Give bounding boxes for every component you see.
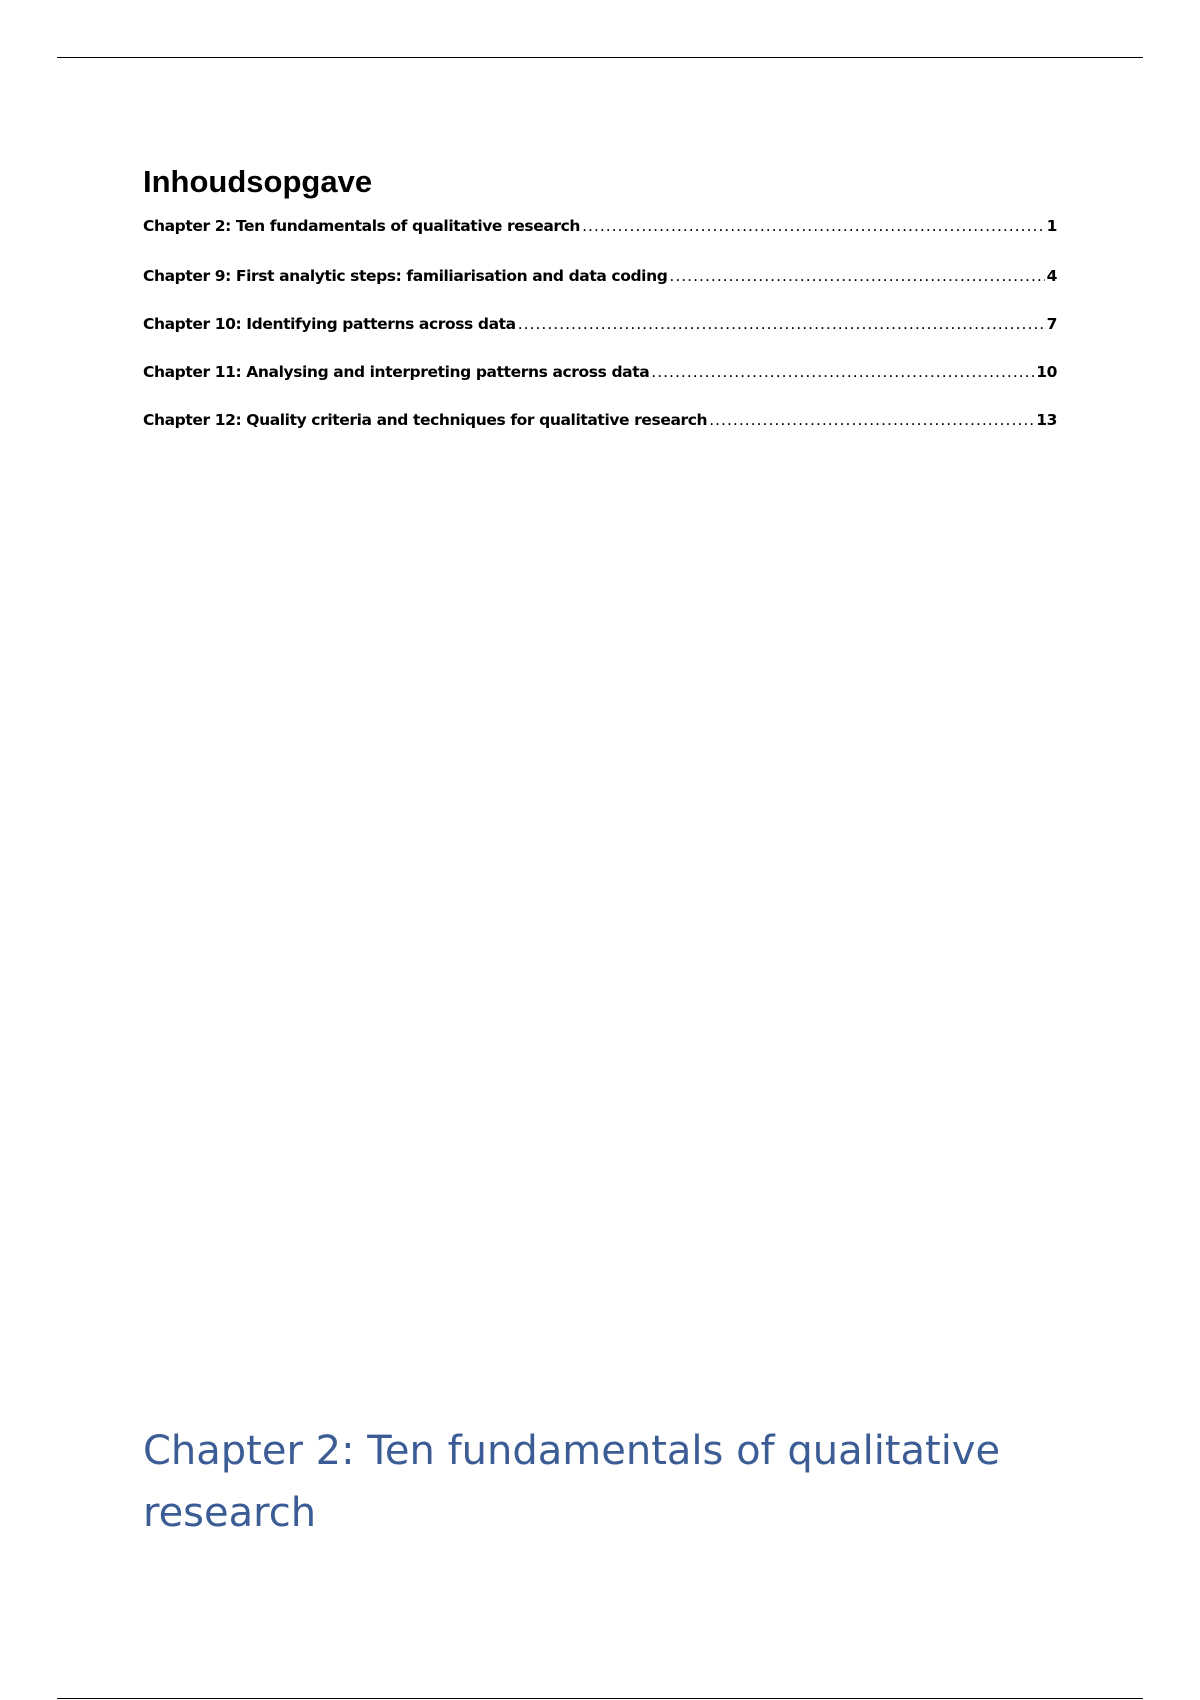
table-of-contents: [143, 163, 1057, 430]
footer-rule: [57, 1698, 1143, 1699]
toc-entry[interactable]: [143, 362, 1057, 382]
toc-entry-page[interactable]: 4: [1046, 267, 1057, 286]
toc-entry-title[interactable]: Chapter 11: Analysing and interpreting patterns across data: [143, 363, 650, 382]
header-rule: [57, 57, 1143, 58]
toc-entry[interactable]: [143, 266, 1057, 286]
toc-dot-leader: [669, 266, 1044, 286]
toc-entry-page[interactable]: 13: [1036, 411, 1057, 430]
toc-entry[interactable]: [143, 410, 1057, 430]
toc-entry-title[interactable]: Chapter 9: First analytic steps: familiarisation and data coding: [143, 267, 668, 286]
toc-dot-leader: [518, 314, 1045, 334]
toc-entry-title[interactable]: Chapter 12: Quality criteria and techniques for qualitative research: [143, 411, 708, 430]
toc-entry-title[interactable]: Chapter 10: Identifying patterns across data: [143, 315, 516, 334]
chapter-heading: Chapter 2: Ten fundamentals of qualitative research: [143, 1428, 1001, 1536]
toc-entry-title[interactable]: Chapter 2: Ten fundamentals of qualitative research: [143, 217, 581, 236]
toc-heading: Inhoudsopgave: [143, 164, 373, 199]
toc-dot-leader: [582, 216, 1045, 236]
toc-entry-page[interactable]: 1: [1046, 217, 1057, 236]
toc-dot-leader: [709, 410, 1034, 430]
toc-entry[interactable]: [143, 314, 1057, 334]
toc-entry-page[interactable]: 7: [1046, 315, 1057, 334]
toc-entry[interactable]: [143, 216, 1057, 236]
toc-entry-page[interactable]: 10: [1036, 363, 1057, 382]
toc-dot-leader: [651, 362, 1034, 382]
